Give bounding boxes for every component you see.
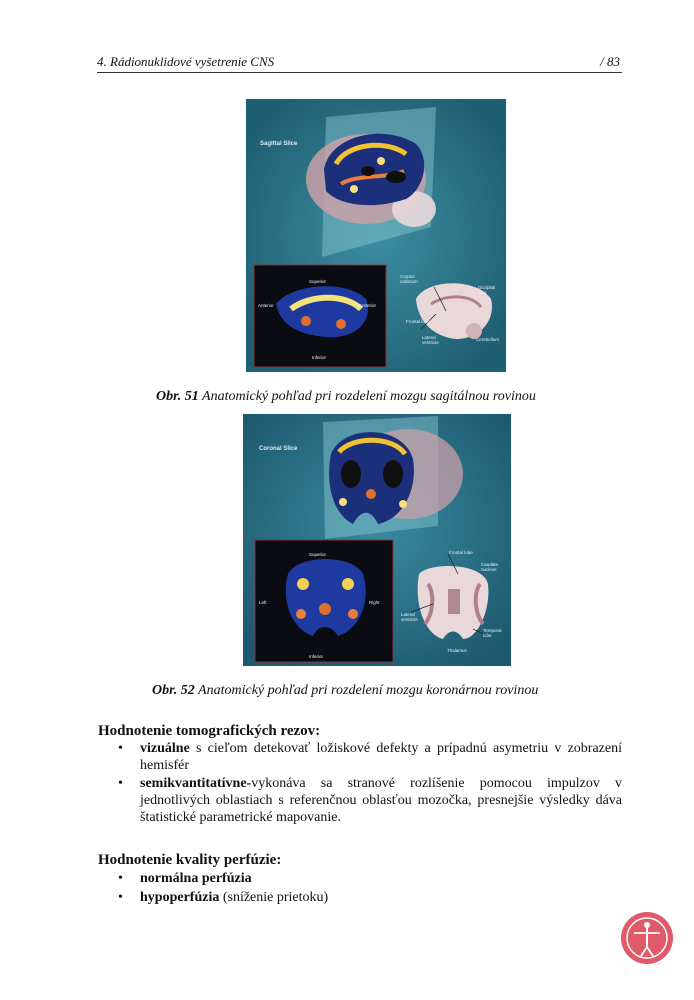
figure2-caption-text: Anatomický pohľad pri rozdelení mozgu koronárnou rovinou — [198, 683, 539, 698]
figure1-label-frontal-lobe: Frontal lobe — [406, 319, 430, 324]
bullet-icon: • — [118, 776, 123, 791]
figure-coronal — [243, 414, 511, 666]
figure1-label-inferior: Inferior — [312, 355, 327, 360]
running-header — [97, 54, 622, 73]
bullet-icon: • — [118, 741, 123, 756]
figure2-label-inferior: Inferior — [309, 654, 324, 659]
list-item-text: vykonáva sa stranové rozlíšenie pomocou impulzov v jednotlivých oblastiach s referenčnou oblasťou mozočka, presnejšie výsledky dáva štatistické parametrické mapovanie. — [140, 776, 622, 825]
figure2-label-frontal-lobe: Frontal lobe — [449, 550, 473, 555]
figure1-label-posterior: Posterior — [358, 303, 377, 308]
bullet-icon: • — [118, 871, 123, 886]
figure2-label-thalamus: Thalamus — [447, 648, 467, 653]
figure2-label-caudate-nucleus: Caudate nucleus — [481, 562, 499, 572]
figure1-caption-number: Obr. 51 — [156, 389, 199, 404]
publisher-logo-icon — [620, 911, 674, 965]
figure1-label-occipital-lobe: Occipital lobe — [478, 285, 496, 295]
list-item-term: normálna perfúzia — [140, 871, 252, 886]
figure2-label-superior: Superior — [309, 552, 327, 557]
list-item — [98, 740, 622, 774]
list-item — [98, 870, 622, 887]
figure2-label-left: Right — [369, 600, 380, 605]
figure1-panel-title: Sagittal Slice — [260, 141, 298, 147]
list-item-term: vizuálne — [140, 741, 190, 756]
list-item-text: s cieľom detekovať ložiskové defekty a prípadnú asymetriu v zobrazení hemisfér — [140, 741, 622, 773]
page-number: / 83 — [600, 54, 620, 69]
figure1-caption — [156, 389, 536, 405]
figure2-label-right: Left — [259, 600, 267, 605]
figure2-label-temporal-lobe: Temporal lobe — [483, 628, 502, 638]
figure1-label-corpus-callosum: Corpus callosum — [400, 274, 418, 284]
list-item — [98, 775, 622, 826]
list-item — [98, 889, 622, 906]
perfusion-quality-list — [98, 870, 622, 908]
figure2-panel-title: Coronal Slice — [259, 446, 298, 452]
figure1-caption-text: Anatomický pohľad pri rozdelení mozgu sagitálnou rovinou — [202, 389, 536, 404]
section-title-perfusion: Hodnotenie kvality perfúzie: — [98, 852, 282, 868]
figure1-label-superior: Superior — [309, 279, 327, 284]
chapter-title: 4. Rádionuklidové vyšetrenie CNS — [97, 54, 275, 69]
figure2-caption-number: Obr. 52 — [152, 683, 195, 698]
figure2-label-lateral-ventricle: Lateral ventricle — [401, 612, 418, 622]
figure-sagittal — [246, 99, 506, 372]
section-title-tomographic: Hodnotenie tomografických rezov: — [98, 723, 321, 739]
list-item-term: hypoperfúzia — [140, 890, 220, 905]
list-item-term: semikvantitatívne- — [140, 776, 252, 791]
sagittal-illustration — [246, 99, 506, 372]
figure1-label-lateral-ventricle: Lateral ventricle — [422, 335, 439, 345]
figure1-label-anterior: Anterior — [258, 303, 274, 308]
figure2-caption — [152, 683, 538, 699]
list-item-text: (sníženie prietoku) — [219, 890, 329, 905]
bullet-icon: • — [118, 890, 123, 905]
figure1-label-cerebellum: Cerebellum — [476, 337, 500, 342]
tomographic-evaluation-list — [98, 740, 622, 827]
